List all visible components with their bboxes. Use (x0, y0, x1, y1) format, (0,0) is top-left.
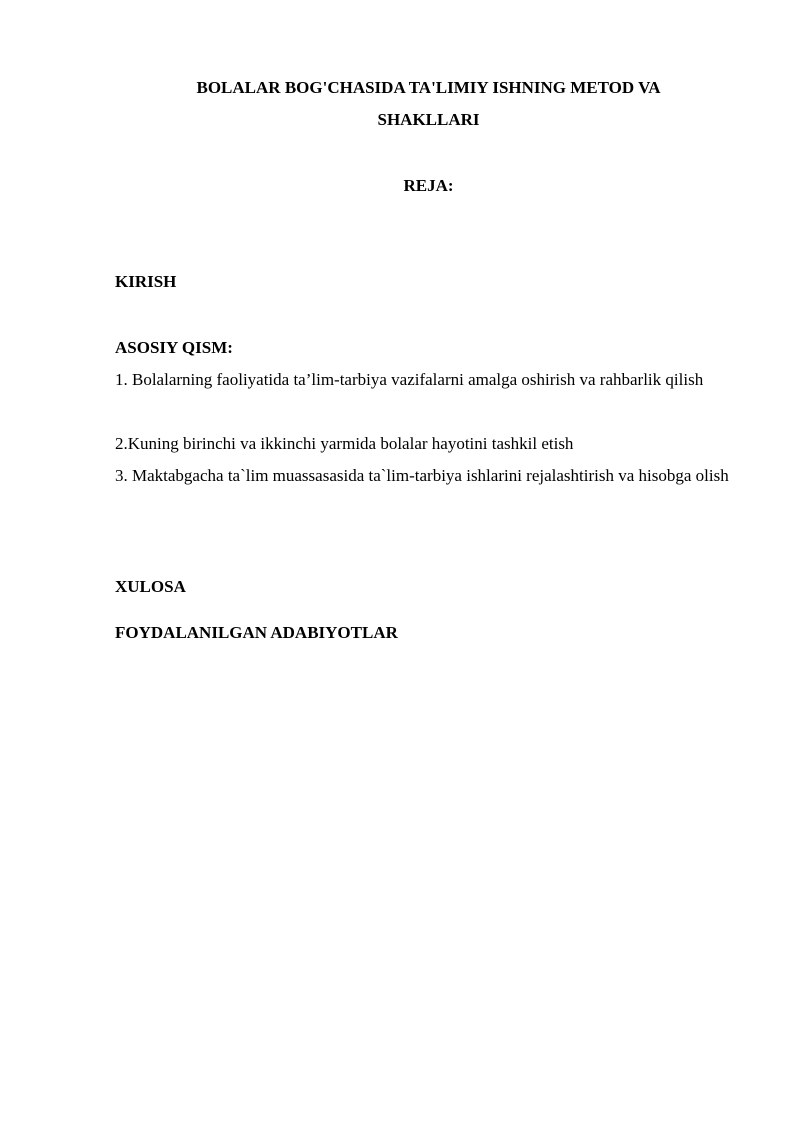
plan-heading: REJA: (403, 176, 454, 195)
main-item-1: 1. Bolalarning faoliyatida ta’lim-tarbiya vazifalarni amalga oshirish va rahbarlik qilish (115, 370, 704, 389)
introduction-heading: KIRISH (115, 272, 177, 291)
main-part-heading: ASOSIY QISM: (115, 338, 233, 357)
main-item-3: 3. Maktabgacha ta`lim muassasasida ta`lim-tarbiya ishlarini rejalashtirish va hisobga olish (115, 466, 729, 485)
conclusion-heading: XULOSA (115, 577, 186, 596)
document-title-line-2: SHAKLLARI (377, 110, 480, 129)
document-title-line-1: BOLALAR BOG'CHASIDA TA'LIMIY ISHNING METOD VA (196, 78, 661, 97)
references-heading: FOYDALANILGAN ADABIYOTLAR (115, 623, 398, 642)
main-item-2: 2.Kuning birinchi va ikkinchi yarmida bolalar hayotini tashkil etish (115, 434, 574, 453)
